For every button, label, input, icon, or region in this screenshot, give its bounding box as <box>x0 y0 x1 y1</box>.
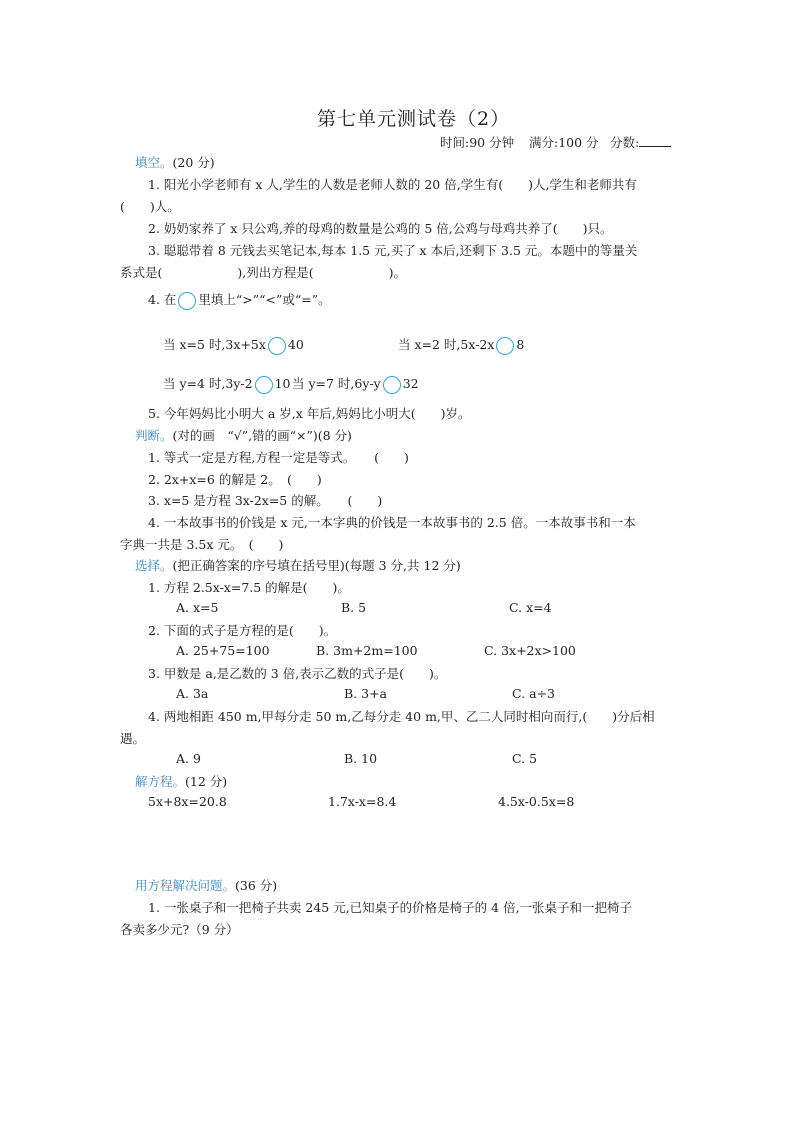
choice-q2: 2. 下面的式子是方程的是( )。 <box>148 623 337 638</box>
compare-2-circle-input[interactable] <box>496 337 514 355</box>
judge-q3: 3. x=5 是方程 3x-2x=5 的解。 ( ) <box>148 493 383 508</box>
score-field[interactable] <box>610 133 671 151</box>
equation-3: 4.5x-0.5x=8 <box>498 794 575 809</box>
section-title: 解方程。 <box>135 774 186 789</box>
compare-4-circle-input[interactable] <box>383 376 401 394</box>
choice-q1-option-b: B. 5 <box>341 600 367 615</box>
fill-q4 <box>148 290 331 310</box>
equation-2: 1.7x-x=8.4 <box>328 794 397 809</box>
judge-q4-line2: 字典一共是 3.5x 元。 ( ) <box>120 537 284 552</box>
word-q1-line1: 1. 一张桌子和一把椅子共卖 245 元,已知桌子的价格是椅子的 4 倍,一张桌子和一把椅子 <box>148 900 633 915</box>
section-fill-blank-heading <box>135 153 215 171</box>
section-title: 用方程解决问题。 <box>135 878 236 893</box>
judge-q2: 2. 2x+x=6 的解是 2。 ( ) <box>148 472 322 487</box>
compare-4 <box>292 374 419 394</box>
score-blank[interactable] <box>639 135 671 147</box>
fill-q1-line1: 1. 阳光小学老师有 x 人,学生的人数是老师人数的 20 倍,学生有( )人,学生和老师共有 <box>148 177 637 192</box>
fill-q4-prefix: 4. 在 <box>148 292 177 307</box>
section-points: (36 分) <box>235 878 278 893</box>
choice-q3-option-a: A. 3a <box>176 686 209 701</box>
section-title: 判断。 <box>135 428 173 443</box>
fill-q2: 2. 奶奶家养了 x 只公鸡,养的母鸡的数量是公鸡的 5 倍,公鸡与母鸡共养了( )只。 <box>148 221 613 236</box>
compare-3 <box>163 374 291 394</box>
fill-q1-line2: ( )人。 <box>120 199 180 214</box>
compare-3-expr: 当 y=4 时,3y-2 <box>163 376 253 391</box>
equation-1: 5x+8x=20.8 <box>148 794 227 809</box>
choice-q4-option-a: A. 9 <box>176 751 201 766</box>
choice-q4-option-b: B. 10 <box>344 751 378 766</box>
section-title: 填空。 <box>135 155 173 170</box>
time-label: 时间:90 分钟 <box>440 135 515 150</box>
section-title: 选择。 <box>135 558 173 573</box>
choice-q4-option-c: C. 5 <box>512 751 538 766</box>
compare-2-expr: 当 x=2 时,5x-2x <box>398 337 495 352</box>
section-points: (20 分) <box>172 155 215 170</box>
section-choice-heading <box>135 556 461 574</box>
fill-q3-line2: 系式是( ),列出方程是( )。 <box>120 265 406 280</box>
compare-4-expr: 当 y=7 时,6y-y <box>292 376 381 391</box>
section-judge-heading <box>135 426 352 444</box>
fill-q5: 5. 今年妈妈比小明大 a 岁,x 年后,妈妈比小明大( )岁。 <box>148 406 471 421</box>
section-points: (12 分) <box>185 774 228 789</box>
section-desc: (对的画 “√”,错的画“×”)(8 分) <box>172 428 352 443</box>
judge-q4-line1: 4. 一本故事书的价钱是 x 元,一本字典的价钱是一本故事书的 2.5 倍。一本故事书和一本 <box>148 515 636 530</box>
section-solve-heading <box>135 772 227 790</box>
judge-q1: 1. 等式一定是方程,方程一定是等式。 ( ) <box>148 450 409 465</box>
choice-q4-line1: 4. 两地相距 450 m,甲每分走 50 m,乙每分走 40 m,甲、乙二人同时相向而行,( )分后相 <box>148 709 655 724</box>
choice-q1-option-a: A. x=5 <box>176 600 219 615</box>
compare-2 <box>398 335 524 355</box>
section-word-problem-heading <box>135 876 277 894</box>
choice-q2-option-c: C. 3x+2x>100 <box>484 643 576 658</box>
word-q1-line2: 各卖多少元?（9 分） <box>120 922 239 937</box>
choice-q3: 3. 甲数是 a,是乙数的 3 倍,表示乙数的式子是( )。 <box>148 666 447 681</box>
fill-q3-line1: 3. 聪聪带着 8 元钱去买笔记本,每本 1.5 元,买了 x 本后,还剩下 3.5 元。本题中的等量关 <box>148 243 638 258</box>
compare-4-value: 32 <box>402 376 419 391</box>
choice-q1-option-c: C. x=4 <box>509 600 552 615</box>
compare-1-expr: 当 x=5 时,3x+5x <box>163 337 266 352</box>
fill-q4-suffix: 里填上“>”“<”或“=”。 <box>198 292 331 307</box>
page-title: 第七单元测试卷（2） <box>317 108 511 130</box>
score-label: 分数: <box>610 135 640 150</box>
circle-icon <box>178 292 196 310</box>
compare-2-value: 8 <box>516 337 525 352</box>
compare-3-circle-input[interactable] <box>255 376 273 394</box>
choice-q2-option-a: A. 25+75=100 <box>176 643 270 658</box>
choice-q3-option-c: C. a÷3 <box>512 686 555 701</box>
compare-1-circle-input[interactable] <box>268 337 286 355</box>
compare-1 <box>163 335 304 355</box>
choice-q4-line2: 遇。 <box>120 731 146 746</box>
choice-q3-option-b: B. 3+a <box>344 686 388 701</box>
full-score-label: 满分:100 分 <box>529 135 599 150</box>
section-desc: (把正确答案的序号填在括号里)(每题 3 分,共 12 分) <box>172 558 461 573</box>
choice-q1: 1. 方程 2.5x-x=7.5 的解是( )。 <box>148 580 350 595</box>
compare-3-value: 10 <box>274 376 291 391</box>
choice-q2-option-b: B. 3m+2m=100 <box>316 643 418 658</box>
compare-1-value: 40 <box>287 337 304 352</box>
